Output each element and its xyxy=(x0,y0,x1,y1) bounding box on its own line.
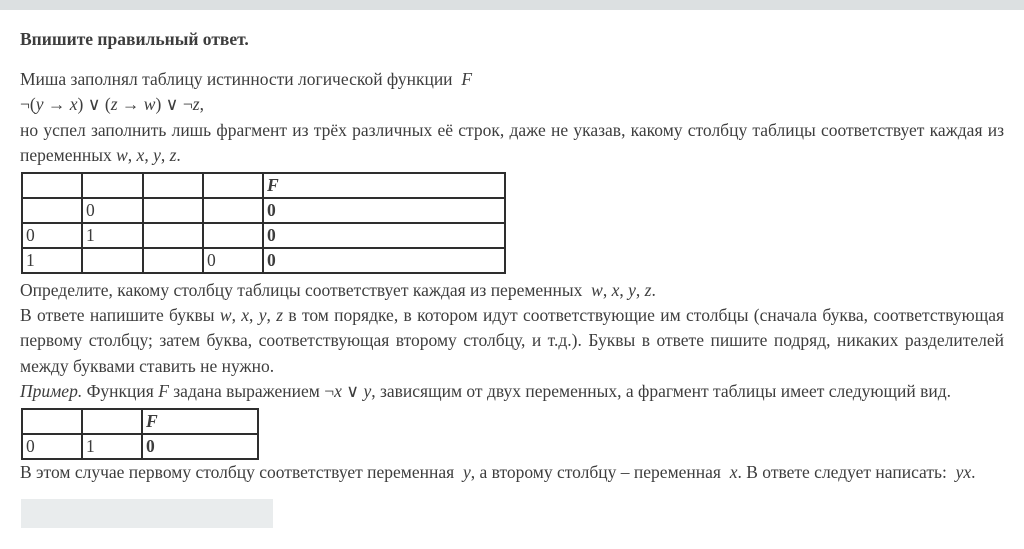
top-bar xyxy=(0,0,1024,10)
plain-text: Функция xyxy=(82,381,159,402)
table-cell xyxy=(203,198,263,223)
problem-intro-line xyxy=(20,67,1004,92)
table-header-cell xyxy=(22,409,82,434)
table-cell: 0 xyxy=(22,223,82,248)
example-intro xyxy=(20,379,1004,404)
plain-text: . xyxy=(651,279,656,300)
table-header-cell xyxy=(82,409,142,434)
logic-formula xyxy=(20,92,1004,117)
table-header-cell xyxy=(22,173,82,198)
plain-text: . xyxy=(971,461,976,482)
table-header-cell-F: F xyxy=(142,409,258,434)
variable-text: w xyxy=(591,279,603,300)
table-cell xyxy=(82,248,143,273)
variable-text: x xyxy=(69,94,78,115)
variable-text: F xyxy=(461,69,473,89)
plain-text: → xyxy=(117,94,144,115)
variable-text: x xyxy=(729,461,738,482)
table-row xyxy=(22,248,505,273)
plain-text: , xyxy=(144,145,154,166)
variable-text: yx xyxy=(955,461,972,482)
table-cell: 0 xyxy=(82,198,143,223)
variable-text: Пример. xyxy=(20,381,83,402)
variable-text: z xyxy=(276,305,284,326)
plain-text: , а второму столбцу – переменная xyxy=(470,461,730,482)
table-cell xyxy=(143,198,203,223)
variable-text: z xyxy=(192,94,200,115)
variable-text: F xyxy=(158,381,169,402)
plain-text: . В ответе следует написать: xyxy=(737,461,956,482)
table-cell: 1 xyxy=(82,223,143,248)
problem-continuation xyxy=(20,118,1004,169)
table-header-cell xyxy=(82,173,143,198)
table-cell xyxy=(143,223,203,248)
variable-text: x xyxy=(241,305,250,326)
plain-text: , xyxy=(231,305,242,326)
variable-text: z xyxy=(644,279,652,300)
variable-text: y xyxy=(628,279,636,300)
variable-text: y xyxy=(35,94,44,115)
table-header-cell-F: F xyxy=(263,173,505,198)
variable-text: z xyxy=(169,145,177,166)
table-cell-F: 0 xyxy=(263,198,505,223)
plain-text: , xyxy=(160,145,170,166)
variable-text: w xyxy=(143,94,156,115)
plain-text: , зависящим от двух переменных, а фрагмент таблицы имеет следующий вид. xyxy=(371,381,951,402)
table-cell: 1 xyxy=(82,434,142,459)
plain-text: ) ∨ ¬ xyxy=(155,94,193,115)
variable-text: y xyxy=(258,305,267,326)
example-outro xyxy=(20,460,1004,485)
example-truth-table xyxy=(21,408,259,460)
problem-statement xyxy=(20,67,1004,169)
fragment-truth-table xyxy=(21,172,506,274)
variable-text: w xyxy=(116,145,128,166)
answer-input[interactable] xyxy=(21,499,273,528)
table-cell xyxy=(143,248,203,273)
variable-text: x xyxy=(334,381,342,402)
table-cell-F: 0 xyxy=(263,248,505,273)
table-cell: 0 xyxy=(203,248,263,273)
plain-text: но успел заполнить лишь фрагмент из трёх различных её строк, даже не указав, какому столбцу таблицы соответствует каждая из переменных xyxy=(20,119,1004,166)
plain-text: Миша заполнял таблицу истинности логической функции xyxy=(20,69,462,89)
table-header-row xyxy=(22,409,258,434)
plain-text: , xyxy=(199,94,204,115)
plain-text: В ответе напишите буквы xyxy=(20,305,220,326)
table-cell: 0 xyxy=(22,434,82,459)
example-section xyxy=(20,379,1004,485)
variable-text: y xyxy=(363,381,372,402)
page-title: Впишите правильный ответ. xyxy=(20,29,249,49)
plain-text: ) ∨ ( xyxy=(77,94,111,115)
variable-text: z xyxy=(110,94,118,115)
plain-text: . xyxy=(176,145,181,166)
plain-text: , xyxy=(249,305,259,326)
variable-text: y xyxy=(462,461,471,482)
table-row xyxy=(22,434,258,459)
table-row xyxy=(22,223,505,248)
table-header-cell xyxy=(143,173,203,198)
plain-text: → xyxy=(43,94,70,115)
table-cell-F: 0 xyxy=(263,223,505,248)
table-cell-F: 0 xyxy=(142,434,258,459)
plain-text: ¬( xyxy=(20,94,36,115)
plain-text: Определите, какому столбцу таблицы соответствует каждая из переменных xyxy=(20,279,592,300)
table-row xyxy=(22,198,505,223)
plain-text: , xyxy=(266,305,277,326)
plain-text: , xyxy=(602,279,612,300)
table-header-row xyxy=(22,173,505,198)
plain-text: в том порядке, в котором идут соответствующие им столбцы (сначала буква, соответствующая первому столбцу; затем буква, соответствующая второму столбцу, и т.д.). Буквы в ответе пишите подряд, никаких разделителей между буквами ставить не нужно. xyxy=(20,305,1005,376)
task-content xyxy=(0,27,1024,528)
table-cell xyxy=(22,198,82,223)
table-cell: 1 xyxy=(22,248,82,273)
table-cell xyxy=(203,223,263,248)
variable-text: x xyxy=(611,279,620,300)
plain-text: , xyxy=(619,279,629,300)
plain-text: В этом случае первому столбцу соответствует переменная xyxy=(20,461,463,482)
plain-text: , xyxy=(127,145,137,166)
variable-text: y xyxy=(153,145,161,166)
plain-text: ∨ xyxy=(341,381,364,402)
plain-text: , xyxy=(635,279,645,300)
variable-text: w xyxy=(219,305,232,326)
question-text xyxy=(20,278,1004,303)
plain-text: задана выражением ¬ xyxy=(168,381,335,402)
variable-text: x xyxy=(136,145,145,166)
answer-instructions xyxy=(20,303,1004,379)
table-header-cell xyxy=(203,173,263,198)
